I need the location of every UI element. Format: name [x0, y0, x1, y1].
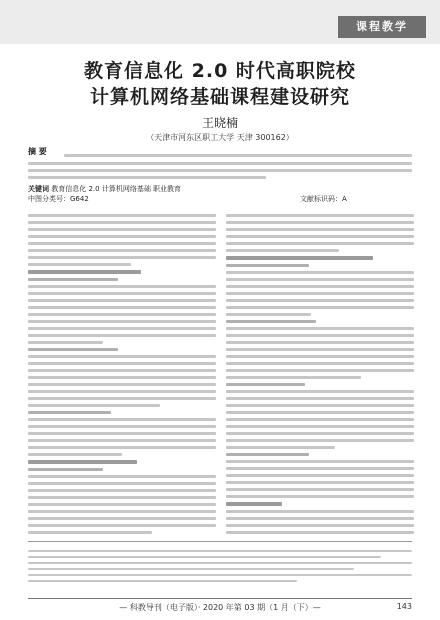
footer-rule: [28, 598, 412, 599]
text-line: [226, 524, 414, 527]
reference-line: [28, 550, 412, 552]
text-line: [226, 460, 414, 463]
text-line: [28, 503, 216, 506]
text-line: [226, 278, 414, 281]
keywords-text: 教育信息化 2.0 计算机网络基础 职业教育: [51, 185, 182, 193]
text-line: [226, 306, 414, 309]
section-tag: 课程教学: [338, 16, 426, 38]
text-line: [226, 334, 414, 337]
text-line: [226, 481, 414, 484]
text-line: [28, 221, 216, 224]
section-heading-bar: [226, 502, 282, 506]
text-line: [226, 285, 414, 288]
reference-line: [28, 574, 412, 576]
text-line: [226, 510, 414, 513]
document-code: 文献标识码：A: [300, 195, 347, 203]
text-line: [28, 517, 216, 520]
text-line: [226, 348, 414, 351]
text-line: [28, 383, 216, 386]
text-line: [28, 214, 216, 217]
text-line: [226, 404, 414, 407]
text-line: [28, 475, 216, 478]
text-line: [28, 299, 216, 302]
section-heading-bar: [28, 270, 141, 274]
text-line: [226, 313, 311, 316]
author-name: 王晓楠: [201, 116, 238, 130]
text-line: [226, 439, 414, 442]
keywords-label: 关键词: [28, 185, 49, 193]
text-line: [226, 446, 335, 449]
text-line: [226, 362, 414, 365]
text-line: [226, 474, 414, 477]
subheading-bar: [28, 468, 103, 471]
text-line: [226, 327, 414, 330]
text-line: [28, 320, 216, 323]
reference-line: [28, 562, 412, 564]
text-line: [28, 176, 266, 179]
subheading-bar: [226, 264, 309, 267]
subheading-bar: [28, 348, 118, 351]
text-line: [226, 488, 414, 491]
text-line: [226, 376, 361, 379]
text-line: [28, 169, 412, 172]
text-line: [226, 214, 414, 217]
text-line: [28, 263, 131, 266]
subheading-bar: [226, 320, 316, 323]
text-line: [64, 154, 412, 157]
text-line: [226, 495, 414, 498]
text-line: [28, 510, 216, 513]
keywords: [28, 184, 181, 194]
text-line: [226, 235, 414, 238]
text-line: [28, 404, 160, 407]
text-line: [226, 390, 414, 393]
body-column-left: [28, 210, 216, 538]
text-line: [28, 249, 216, 252]
text-line: [28, 256, 216, 259]
paper-title-line-2: 计算机网络基础课程建设研究: [89, 86, 350, 108]
section-heading-bar: [226, 256, 373, 260]
body-column-right: [226, 210, 414, 538]
text-line: [226, 299, 414, 302]
text-line: [28, 369, 216, 372]
text-line: [28, 446, 216, 449]
text-line: [226, 369, 414, 372]
reference-line: [28, 568, 354, 570]
section-heading-bar: [28, 460, 137, 464]
text-line: [28, 439, 216, 442]
text-line: [226, 292, 414, 295]
abstract-label: 摘 要: [28, 147, 47, 156]
journal-footer: — 科教导刊（电子版）· 2020 年第 03 期（1 月（下）—: [119, 603, 321, 612]
subheading-bar: [226, 453, 309, 456]
text-line: [28, 235, 216, 238]
text-line: [226, 531, 414, 534]
text-line: [28, 397, 216, 400]
subheading-bar: [28, 278, 118, 281]
text-line: [28, 418, 216, 421]
text-line: [28, 432, 216, 435]
text-line: [226, 221, 414, 224]
text-line: [28, 334, 216, 337]
clc-number: 中图分类号：G642: [28, 195, 89, 203]
references-divider: [28, 541, 412, 542]
text-line: [226, 355, 414, 358]
text-line: [28, 341, 103, 344]
text-line: [226, 397, 414, 400]
text-line: [28, 242, 216, 245]
text-line: [226, 242, 414, 245]
text-line: [28, 162, 412, 165]
text-line: [226, 228, 414, 231]
text-line: [226, 467, 414, 470]
text-line: [226, 341, 414, 344]
text-line: [28, 355, 216, 358]
text-line: [28, 285, 216, 288]
text-line: [28, 482, 216, 485]
page-number: 143: [396, 602, 412, 611]
references-list: [28, 546, 412, 586]
subheading-bar: [28, 411, 111, 414]
text-line: [28, 489, 216, 492]
subheading-bar: [226, 383, 305, 386]
text-line: [28, 376, 216, 379]
text-line: [28, 390, 216, 393]
text-line: [28, 524, 216, 527]
paper-title-line-1: 教育信息化 2.0 时代高职院校: [84, 60, 356, 82]
abstract-text-cont: [28, 158, 412, 183]
text-line: [28, 292, 216, 295]
text-line: [28, 362, 216, 365]
author-affiliation: （天津市河东区职工大学 天津 300162）: [146, 133, 294, 142]
text-line: [28, 531, 152, 534]
text-line: [28, 306, 216, 309]
text-line: [28, 425, 216, 428]
text-line: [226, 418, 414, 421]
text-line: [226, 425, 414, 428]
text-line: [28, 327, 216, 330]
reference-line: [28, 556, 381, 558]
text-line: [28, 496, 216, 499]
text-line: [28, 453, 122, 456]
text-line: [28, 228, 216, 231]
reference-line: [28, 580, 297, 582]
text-line: [226, 411, 414, 414]
text-line: [226, 517, 414, 520]
text-line: [226, 271, 414, 274]
text-line: [226, 249, 339, 252]
text-line: [28, 313, 216, 316]
text-line: [226, 432, 414, 435]
